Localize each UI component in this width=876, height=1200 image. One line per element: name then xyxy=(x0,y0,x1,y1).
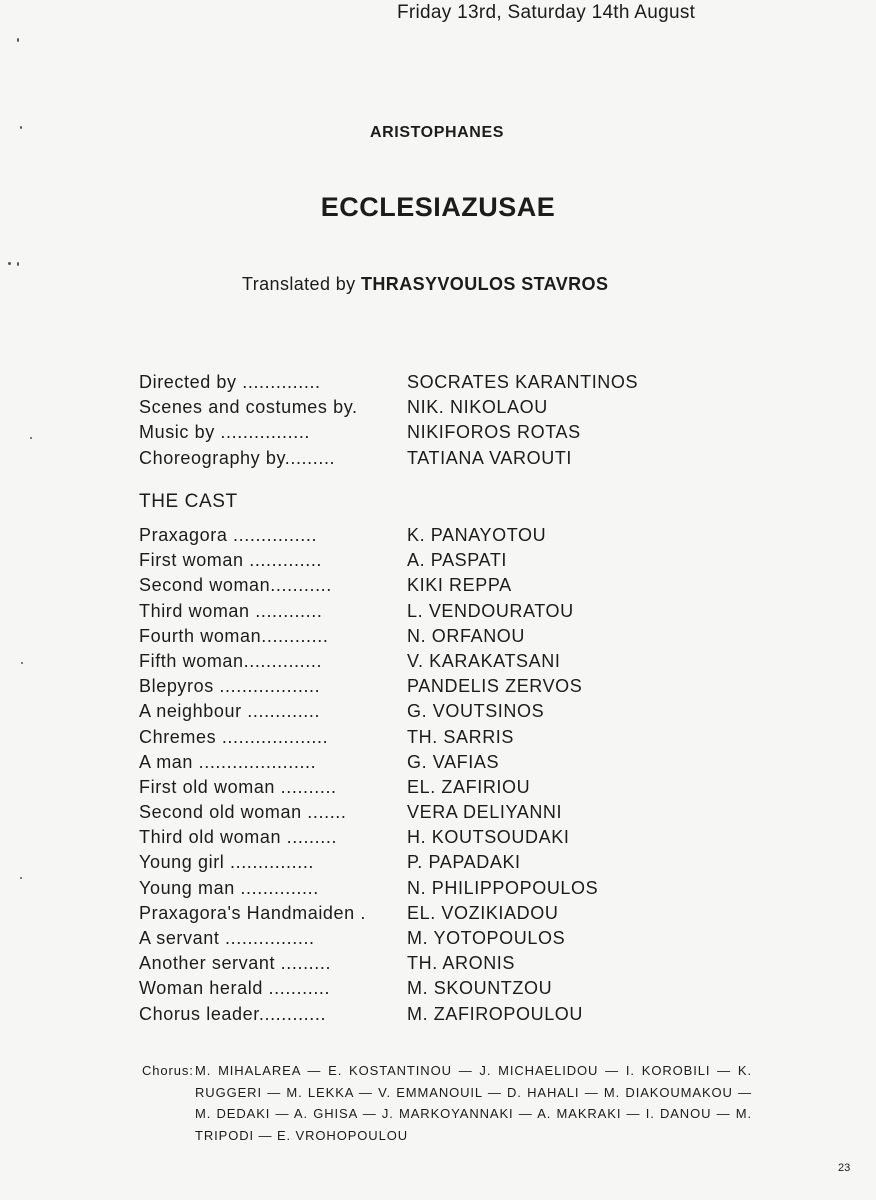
cast-role: Chremes ................... xyxy=(139,726,329,747)
cast-row xyxy=(139,649,598,674)
cast-role: Chorus leader............ xyxy=(139,1003,327,1024)
cast-actor: L. VENDOURATOU xyxy=(407,600,574,621)
cast-role: Second old woman ....... xyxy=(139,802,347,823)
scan-speck xyxy=(21,662,23,664)
cast-role: A servant ................ xyxy=(139,928,315,948)
cast-actor: TH. SARRIS xyxy=(407,726,515,747)
cast-heading: THE CAST xyxy=(139,491,238,512)
cast-actor: P. PAPADAKI xyxy=(407,852,521,873)
cast-actor: V. KARAKATSANI xyxy=(407,650,561,671)
cast-actor: N. ORFANOU xyxy=(407,625,526,646)
cast-row xyxy=(139,725,598,750)
credit-name: NIK. NIKOLAOU xyxy=(407,397,548,418)
cast-role: Another servant ......... xyxy=(139,953,332,974)
cast-role: A man ..................... xyxy=(139,751,317,772)
cast-row xyxy=(139,1002,598,1027)
cast-actor: M. ZAFIROPOULOU xyxy=(407,1003,584,1024)
credit-role: Music by ................ xyxy=(139,422,311,443)
cast-role: Woman herald ........... xyxy=(139,978,331,999)
cast-role: Fourth woman............ xyxy=(139,625,329,646)
cast-actor: PANDELIS ZERVOS xyxy=(407,676,583,697)
cast-row xyxy=(139,624,598,649)
cast-actor: M. YOTOPOULOS xyxy=(407,928,566,948)
credit-name: NIKIFOROS ROTAS xyxy=(407,422,581,443)
page-number: 23 xyxy=(838,1162,851,1174)
cast-role: First woman ............. xyxy=(139,550,323,571)
cast-actor: EL. VOZIKIADOU xyxy=(407,902,559,923)
credit-name: TATIANA VAROUTI xyxy=(407,447,573,468)
performance-dates: Friday 13rd, Saturday 14th August xyxy=(397,2,696,23)
cast-role: Third old woman ......... xyxy=(139,827,338,848)
cast-row xyxy=(139,573,598,598)
chorus-label: Chorus: xyxy=(142,1063,194,1078)
cast-row xyxy=(139,901,598,926)
cast-actor: K. PANAYOTOU xyxy=(407,525,547,545)
chorus-members xyxy=(142,1060,752,1146)
cast-role: Second woman........... xyxy=(139,575,332,596)
cast-role: Praxagora's Handmaiden . xyxy=(139,902,366,923)
cast-row xyxy=(139,548,598,573)
scan-speck xyxy=(17,38,19,42)
cast-row xyxy=(139,876,598,901)
cast-list xyxy=(139,523,598,1027)
cast-row xyxy=(139,926,598,951)
author-name: ARISTOPHANES xyxy=(369,124,505,141)
translated-prefix: Translated by xyxy=(242,274,356,294)
translator-name: THRASYVOULOS STAVROS xyxy=(361,274,609,294)
cast-actor: H. KOUTSOUDAKI xyxy=(407,827,570,848)
cast-role: First old woman .......... xyxy=(139,776,337,797)
play-title: ECCLESIAZUSAE xyxy=(320,192,556,222)
scan-speck xyxy=(8,262,11,265)
credit-row xyxy=(139,370,638,395)
cast-actor: G. VAFIAS xyxy=(407,751,500,772)
cast-role: Praxagora ............... xyxy=(139,525,318,545)
cast-row xyxy=(139,523,598,548)
credit-row xyxy=(139,446,638,471)
cast-row xyxy=(139,976,598,1001)
cast-row xyxy=(139,674,598,699)
scan-speck xyxy=(30,437,32,439)
scan-speck xyxy=(17,262,19,266)
cast-row xyxy=(139,750,598,775)
credit-role: Directed by .............. xyxy=(139,372,321,392)
cast-actor: N. PHILIPPOPOULOS xyxy=(407,877,599,898)
scan-speck xyxy=(20,877,22,879)
cast-actor: TH. ARONIS xyxy=(407,953,516,974)
cast-role: Blepyros .................. xyxy=(139,676,321,697)
cast-actor: EL. ZAFIRIOU xyxy=(407,776,531,797)
production-credits xyxy=(139,370,638,471)
credit-row xyxy=(139,395,638,420)
cast-role: Fifth woman.............. xyxy=(139,650,323,671)
credit-name: SOCRATES KARANTINOS xyxy=(407,372,639,392)
cast-role: Young man .............. xyxy=(139,877,319,898)
scan-speck xyxy=(20,126,22,129)
credit-role: Choreography by......... xyxy=(139,447,336,468)
cast-actor: KIKI REPPA xyxy=(407,575,512,596)
credit-role: Scenes and costumes by. xyxy=(139,397,358,418)
cast-row xyxy=(139,850,598,875)
cast-row xyxy=(139,699,598,724)
cast-role: Third woman ............ xyxy=(139,600,323,621)
chorus-member-list: M. MIHALAREA — E. KOSTANTINOU — J. MICHAELIDOU — I. KOROBILI — K. RUGGERI — M. LEKKA — V. EMMANOUIL — D. HAHALI — M. DIAKOUMAKOU — M. DEDAKI — A. GHISA — J. MARKOYANNAKI — A. MAKRAKI — I. DANOU — M. TRIPODI — E. VROHOPOULOU xyxy=(195,1063,752,1143)
cast-actor: M. SKOUNTZOU xyxy=(407,978,553,999)
cast-row xyxy=(139,599,598,624)
cast-actor: A. PASPATI xyxy=(407,550,508,571)
cast-actor: G. VOUTSINOS xyxy=(407,701,545,722)
cast-role: A neighbour ............. xyxy=(139,701,321,722)
cast-row xyxy=(139,825,598,850)
cast-row xyxy=(139,800,598,825)
translator-line xyxy=(242,274,608,295)
cast-row xyxy=(139,775,598,800)
cast-actor: VERA DELIYANNI xyxy=(407,802,563,823)
credit-row xyxy=(139,420,638,445)
cast-role: Young girl ............... xyxy=(139,852,315,873)
cast-row xyxy=(139,951,598,976)
